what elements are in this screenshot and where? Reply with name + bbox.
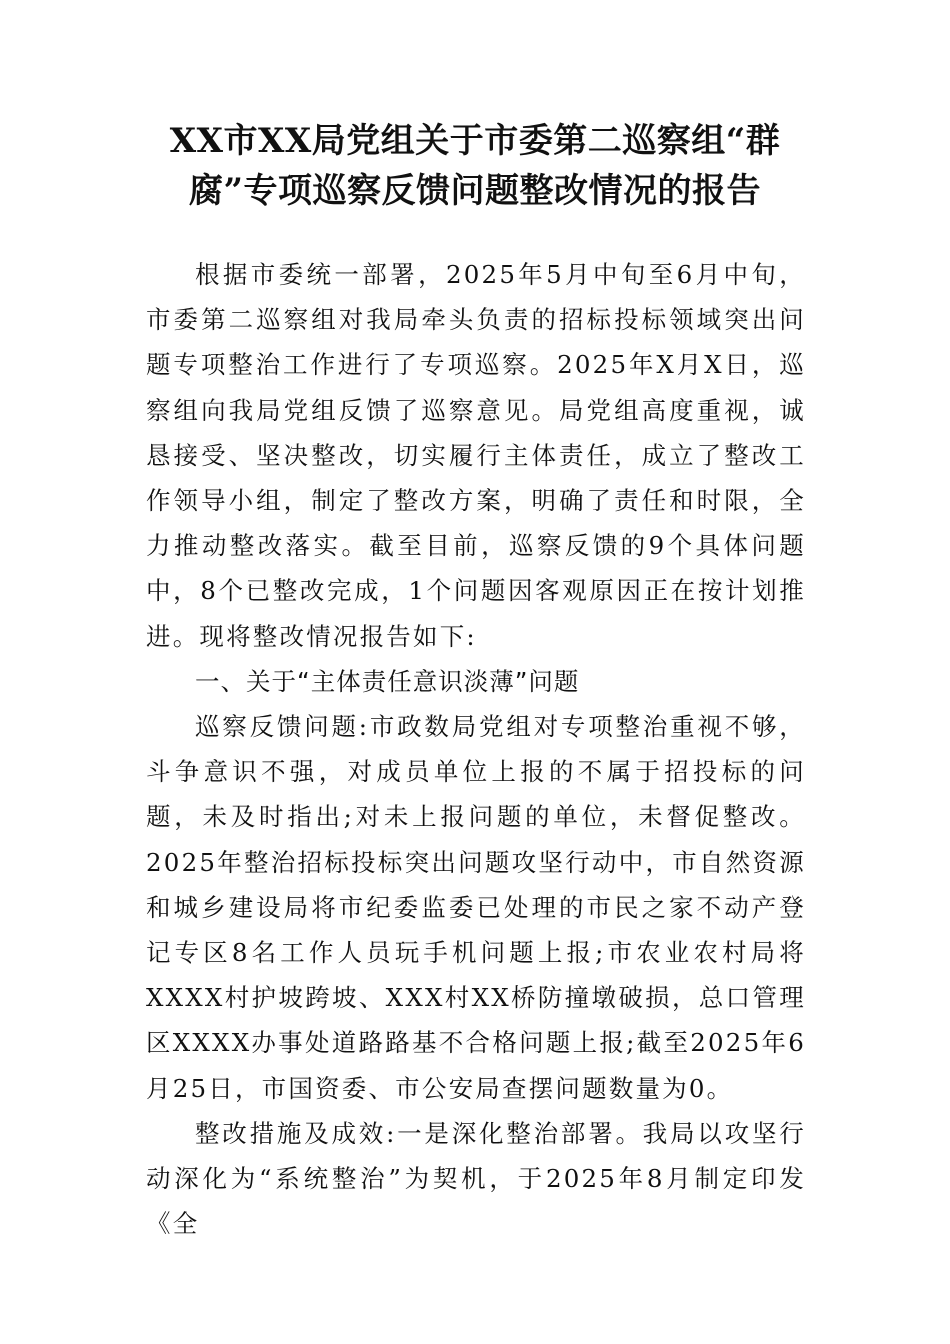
intro-paragraph: 根据市委统一部署，2025年5月中旬至6月中旬，市委第二巡察组对我局牵头负责的招标投标领域突出问题专项整治工作进行了专项巡察。2025年X月X日，巡察组向我局党组反馈了巡察意见。局党组高度重视，诚恳接受、坚决整改，切实履行主体责任，成立了整改工作领导小组，制定了整改方案，明确了责任和时限，全力推动整改落实。截至目前，巡察反馈的9个具体问题中，8个已整改完成，1个问题因客观原因正在按计划推进。现将整改情况报告如下: (146, 260, 806, 651)
rectification-paragraph: 整改措施及成效:一是深化整治部署。我局以攻坚行动深化为“系统整治”为契机，于2025年8月制定印发《全 (146, 1118, 806, 1239)
document-body (146, 252, 806, 1246)
feedback-issue-paragraph: 巡察反馈问题:市政数局党组对专项整治重视不够，斗争意识不强，对成员单位上报的不属于招投标的问题，未及时指出;对未上报问题的单位，未督促整改。2025年整治招标投标突出问题攻坚行动中，市自然资源和城乡建设局将市纪委监委已处理的市民之家不动产登记专区8名工作人员玩手机问题上报;市农业农村局将XXXX村护坡跨坡、XXX村XX桥防撞墩破损，总口管理区XXXX办事处道路路基不合格问题上报;截至2025年6月25日，市国资委、市公安局查摆问题数量为0。 (146, 712, 807, 1103)
document-title: XX市XX局党组关于市委第二巡察组“群腐”专项巡察反馈问题整改情况的报告 (169, 121, 781, 211)
section-heading: 一、关于“主体责任意识淡薄”问题 (195, 666, 580, 696)
